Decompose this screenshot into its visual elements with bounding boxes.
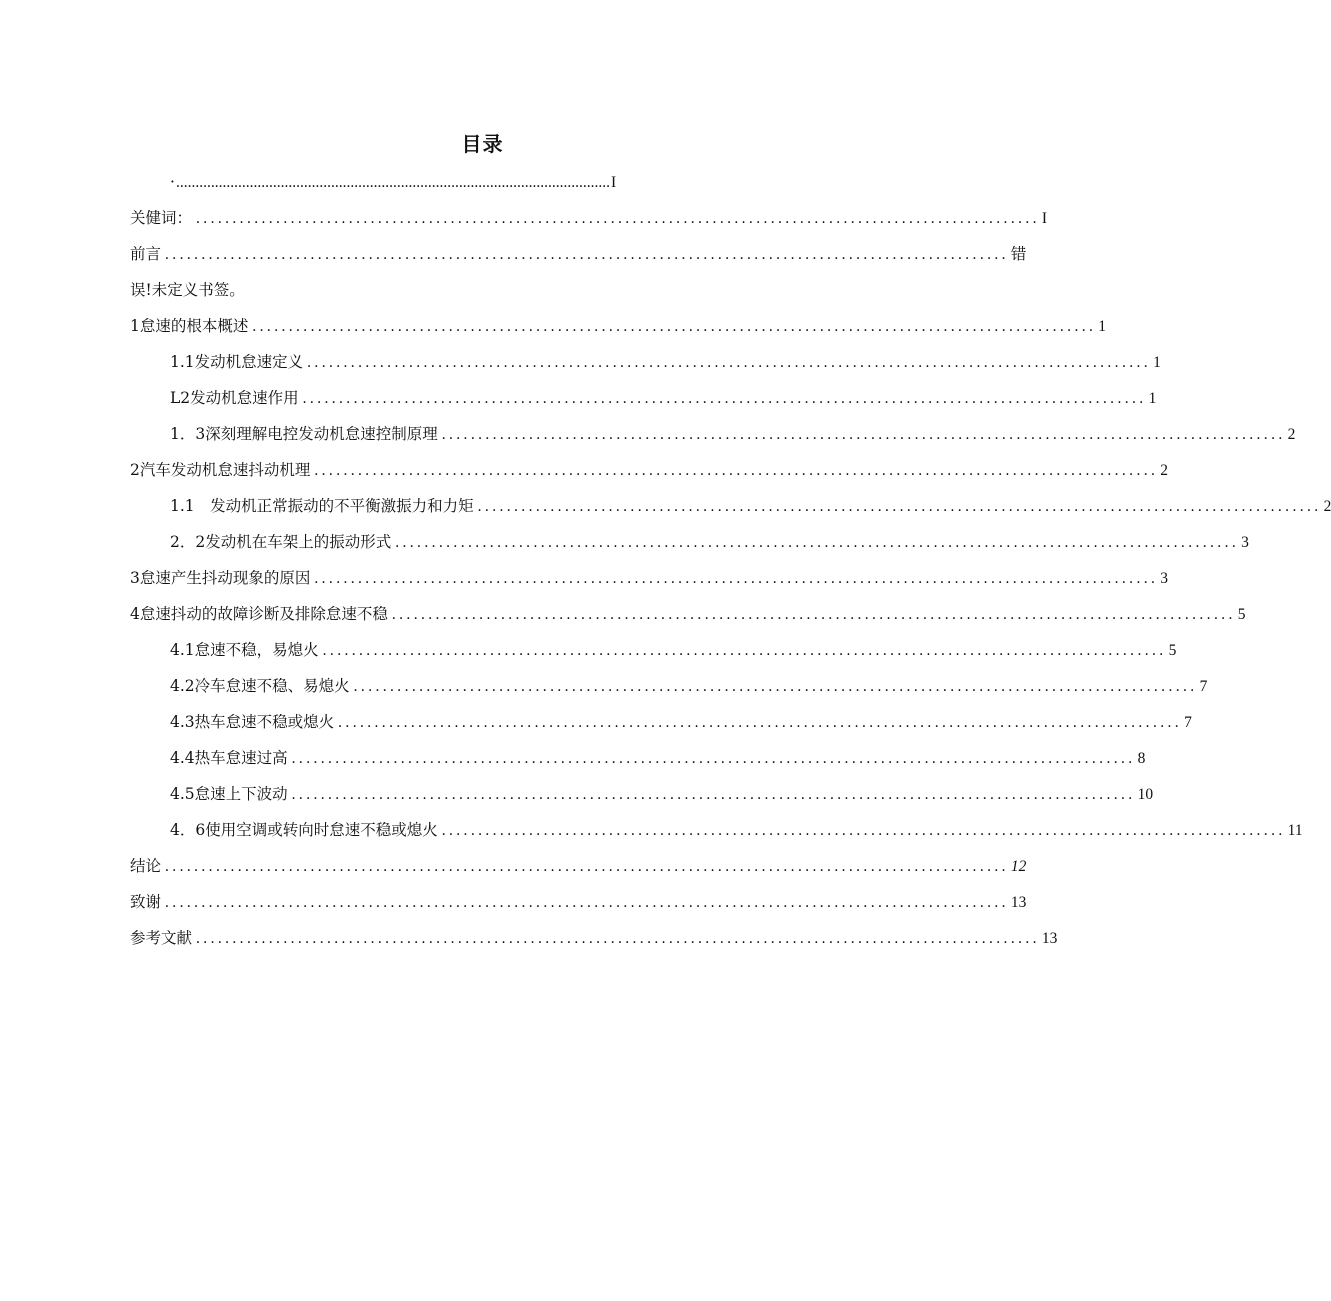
toc-entry[interactable]: [170, 423, 1296, 445]
toc-entry-continuation: 误!未定义书签。: [130, 281, 245, 299]
toc-entry-label: 参考文献: [130, 929, 193, 947]
toc-entry-label: 4.2冷车怠速不稳、易熄火: [170, 677, 350, 695]
toc-entry[interactable]: [170, 711, 1192, 733]
toc-leader-dots: ....................................................................................................................: [314, 462, 1159, 479]
toc-leader-dots: ................................................................................................................: [175, 174, 610, 191]
toc-entry-page: 2: [1287, 426, 1296, 443]
toc-entry[interactable]: [170, 495, 1331, 517]
toc-leader-dots: ....................................................................................................................: [196, 930, 1040, 947]
toc-entry-page: 13: [1010, 894, 1027, 911]
toc-entry[interactable]: [130, 459, 1169, 481]
toc-entry[interactable]: [130, 603, 1246, 625]
toc-leader-dots: ....................................................................................................................: [353, 678, 1198, 695]
toc-entry-label: 关健词：: [130, 209, 193, 227]
toc-leader-dots: ....................................................................................................................: [291, 786, 1136, 803]
toc-entry[interactable]: [170, 531, 1249, 553]
toc-entry[interactable]: [170, 675, 1208, 697]
toc-entry-label: 4.3热车怠速不稳或熄火: [170, 713, 335, 731]
toc-entry[interactable]: [130, 243, 1027, 265]
toc-entry-label: 结论: [130, 857, 162, 875]
toc-leader-dots: ....................................................................................................................: [252, 318, 1097, 335]
toc-leader-dots: ....................................................................................................................: [165, 246, 1009, 263]
toc-entry-label: L2发动机怠速作用: [170, 389, 299, 407]
toc-entry[interactable]: [130, 927, 1058, 949]
toc-entry-label: 4.1怠速不稳，易熄火: [170, 641, 319, 659]
toc-leader-dots: ....................................................................................................................: [395, 534, 1240, 551]
toc-entry[interactable]: [170, 819, 1303, 841]
toc-entry-label: 前言: [130, 245, 162, 263]
toc-entry-label: 致谢: [130, 893, 162, 911]
toc-entry[interactable]: [170, 747, 1146, 769]
toc-entry-page: 2: [1323, 498, 1331, 515]
toc-leader-dots: ....................................................................................................................: [477, 498, 1322, 515]
toc-entry-page: 12: [1010, 858, 1027, 875]
toc-entry-label: 1怠速的根本概述: [130, 317, 249, 335]
toc-entry-label: 2汽车发动机怠速抖动机理: [130, 461, 311, 479]
toc-entry-label: 4.4热车怠速过高: [170, 749, 288, 767]
toc-entry-label: 1．3深刻理解电控发动机怠速控制原理: [170, 425, 438, 443]
toc-entry-label: 4怠速抖动的故障诊断及排除怠速不稳: [130, 605, 388, 623]
toc-leader-dots: ....................................................................................................................: [302, 390, 1147, 407]
toc-entry[interactable]: [130, 207, 1048, 229]
toc-leader-dots: ....................................................................................................................: [441, 426, 1286, 443]
toc-entry-page: 8: [1137, 750, 1146, 767]
toc-leader-dots: ....................................................................................................................: [338, 714, 1183, 731]
toc-entry[interactable]: [130, 891, 1027, 913]
toc-entry-page: 5: [1237, 606, 1246, 623]
toc-entry-label: 2．2发动机在车架上的振动形式: [170, 533, 392, 551]
toc-entry-page: 5: [1168, 642, 1177, 659]
toc-entry-page: 1: [1098, 318, 1107, 335]
toc-entry[interactable]: [170, 171, 617, 193]
toc-entry-page: 错: [1010, 246, 1027, 263]
toc-entry[interactable]: [170, 387, 1157, 409]
toc-entry[interactable]: [130, 567, 1169, 589]
toc-entry-label: 4．6使用空调或转向时怠速不稳或熄火: [170, 821, 438, 839]
toc-leader-dots: ....................................................................................................................: [441, 822, 1286, 839]
toc-entry-page: I: [610, 174, 617, 191]
toc-leader-dots: ....................................................................................................................: [165, 894, 1009, 911]
toc-entry-page: 1: [1148, 390, 1157, 407]
toc-entry[interactable]: [130, 855, 1027, 877]
toc-entry-page: 1: [1153, 354, 1161, 371]
toc-leader-dots: ....................................................................................................................: [165, 858, 1009, 875]
toc-entry-label: 4.5怠速上下波动: [170, 785, 288, 803]
toc-entry[interactable]: [170, 351, 1161, 373]
toc-entry[interactable]: [170, 639, 1177, 661]
toc-entry-label: 1.1 发动机正常振动的不平衡激振力和力矩: [170, 497, 474, 515]
toc-entry-page: 3: [1241, 534, 1249, 551]
toc-leader-dots: ....................................................................................................................: [307, 354, 1152, 371]
toc-entry-label: ·: [170, 173, 175, 191]
toc-entry-page: 2: [1160, 462, 1169, 479]
toc-entry-page: I: [1041, 210, 1048, 227]
toc-title: 目录: [461, 132, 504, 156]
toc-entry[interactable]: [170, 783, 1154, 805]
toc-entry-page: 7: [1199, 678, 1208, 695]
toc-entry-page: 11: [1287, 822, 1303, 839]
toc-entry-label: 3怠速产生抖动现象的原因: [130, 569, 311, 587]
toc-leader-dots: ....................................................................................................................: [322, 642, 1167, 659]
toc-leader-dots: ....................................................................................................................: [391, 606, 1236, 623]
toc-entry-page: 7: [1184, 714, 1192, 731]
toc-entry-page: 13: [1041, 930, 1058, 947]
toc-leader-dots: ....................................................................................................................: [291, 750, 1136, 767]
toc-leader-dots: ....................................................................................................................: [196, 210, 1040, 227]
toc-entry-page: 10: [1137, 786, 1154, 803]
toc-leader-dots: ....................................................................................................................: [314, 570, 1159, 587]
toc-entry-page: 3: [1160, 570, 1169, 587]
toc-entry[interactable]: [130, 315, 1107, 337]
toc-entry-label: 1.1发动机怠速定义: [170, 353, 304, 371]
